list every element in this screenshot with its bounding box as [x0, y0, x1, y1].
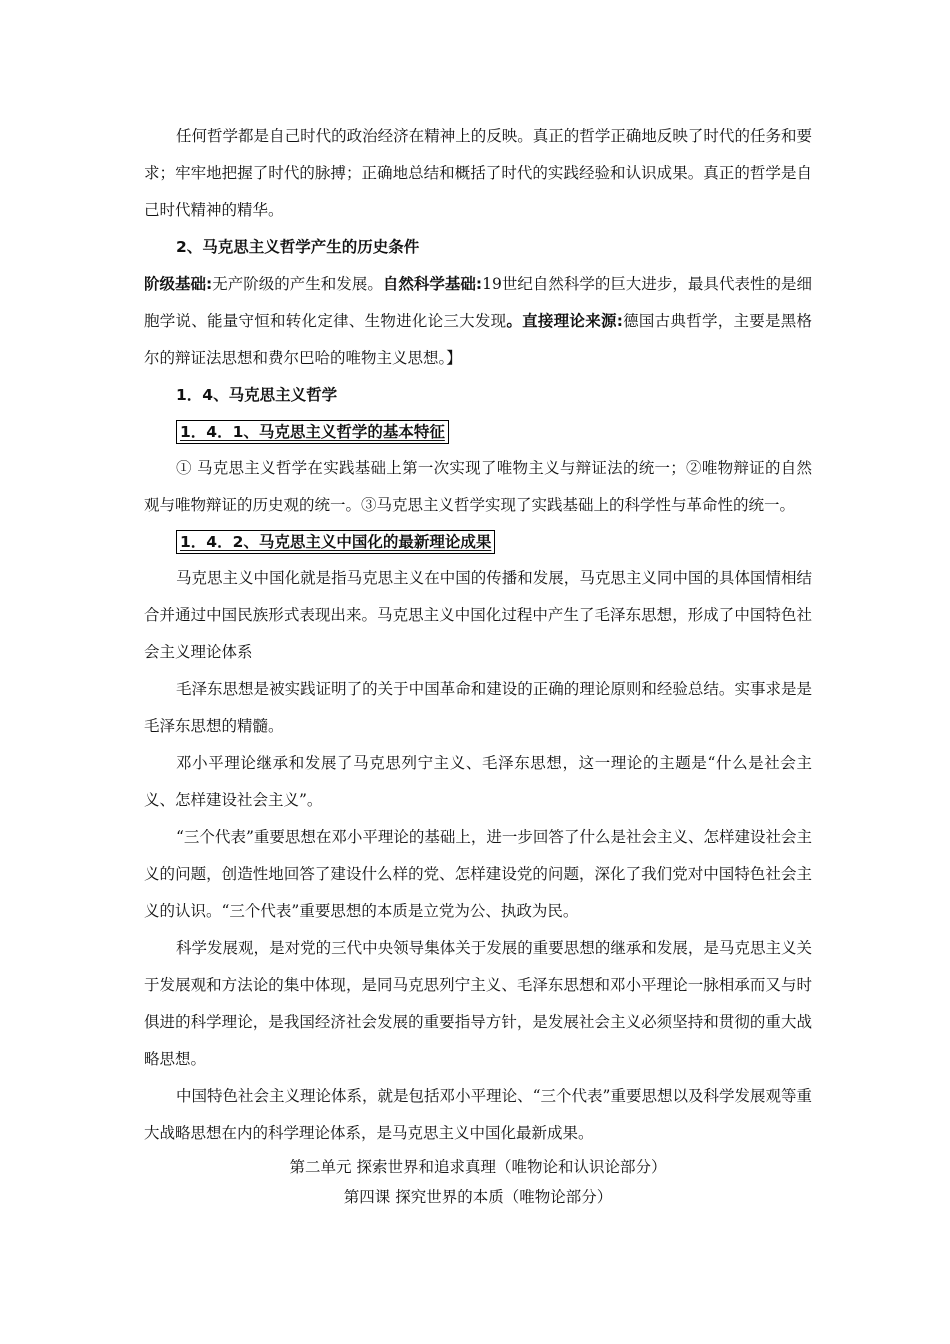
paragraph-theory-system: 中国特色社会主义理论体系，就是包括邓小平理论、“三个代表”重要思想以及科学发展观等重大战略思想在内的科学理论体系，是马克思主义中国化最新成果。 — [144, 1087, 812, 1142]
paragraph-sinicization: 马克思主义中国化就是指马克思主义在中国的传播和发展，马克思主义同中国的具体国情相结合并通过中国民族形式表现出来。马克思主义中国化过程中产生了毛泽东思想，形成了中国特色社会主义理论体系 — [144, 569, 812, 661]
document-page — [144, 118, 812, 1212]
heading-historical-conditions: 2、马克思主义哲学产生的历史条件 — [176, 238, 420, 256]
label-class-basis: 阶级基础: — [144, 275, 213, 293]
paragraph-scientific-outlook: 科学发展观，是对党的三代中央领导集体关于发展的重要思想的继承和发展，是马克思主义关于发展观和方法论的集中体现，是同马克思列宁主义、毛泽东思想和邓小平理论一脉相承而又与时俱进的科学理论，是我国经济社会发展的重要指导方针，是发展社会主义必须坚持和贯彻的重大战略思想。 — [144, 939, 812, 1068]
heading-1-4-2-box — [176, 530, 812, 554]
heading-1-4-1: 1．4．1、马克思主义哲学的基本特征 — [176, 420, 449, 444]
heading-1-4-1-box — [176, 420, 812, 444]
text-science-basis: 19世纪自然科学的巨大进步，最具代表性的是细胞学说、能量守恒和转化定律、生物进化论三大发现 — [144, 275, 812, 330]
heading-1-4: 1．4、马克思主义哲学 — [176, 386, 338, 404]
lesson-4-title: 第四课 探究世界的本质（唯物论部分） — [343, 1188, 613, 1206]
paragraph-conditions — [144, 266, 812, 377]
paragraph-three-represents: “三个代表”重要思想在邓小平理论的基础上，进一步回答了什么是社会主义、怎样建设社会主义的问题，创造性地回答了建设什么样的党、怎样建设党的问题，深化了我们党对中国特色社会主义的认识。“三个代表”重要思想的本质是立党为公、执政为民。 — [144, 828, 812, 920]
label-theory-source: 。直接理论来源: — [506, 312, 623, 330]
heading-1-4-2: 1．4．2、马克思主义中国化的最新理论成果 — [176, 530, 495, 554]
label-science-basis: 自然科学基础: — [382, 275, 483, 293]
paragraph-deng-theory: 邓小平理论继承和发展了马克思列宁主义、毛泽东思想，这一理论的主题是“什么是社会主义、怎样建设社会主义”。 — [144, 754, 812, 809]
text-theory-source: 德国古典哲学，主要是黑格尔的辩证法思想和费尔巴哈的唯物主义思想。】 — [144, 312, 812, 367]
paragraph-features: ① 马克思主义哲学在实践基础上第一次实现了唯物主义与辩证法的统一；②唯物辩证的自然观与唯物辩证的历史观的统一。③马克思主义哲学实现了实践基础上的科学性与革命性的统一。 — [144, 459, 812, 514]
paragraph-era-spirit: 任何哲学都是自己时代的政治经济在精神上的反映。真正的哲学正确地反映了时代的任务和要求；牢牢地把握了时代的脉搏；正确地总结和概括了时代的实践经验和认识成果。真正的哲学是自己时代精神的精华。 — [144, 127, 812, 219]
unit-2-title: 第二单元 探索世界和追求真理（唯物论和认识论部分） — [289, 1158, 667, 1176]
paragraph-mao-thought: 毛泽东思想是被实践证明了的关于中国革命和建设的正确的理论原则和经验总结。实事求是是毛泽东思想的精髓。 — [144, 680, 812, 735]
text-class-basis: 无产阶级的产生和发展。 — [212, 275, 383, 293]
